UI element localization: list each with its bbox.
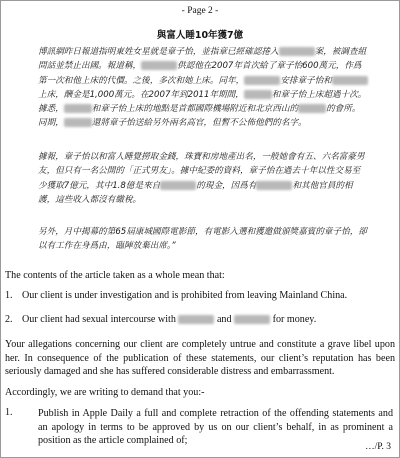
redaction: [332, 76, 368, 85]
demand-number: 1.: [5, 407, 13, 418]
list-item: 2. Our client had sexual intercourse with and for money.: [5, 314, 317, 325]
article-paragraph-3: 另外，月中揭幕的第65屆康城國際電影節，有電影入選和獲邀做頒獎嘉賓的章子怡，卻以有工作在身爲由，臨陣放棄出席。”: [38, 227, 367, 252]
article-title: 與富人睡10年獲7億: [156, 30, 244, 41]
redaction: [279, 47, 315, 56]
page-number: - Page 2 -: [181, 6, 219, 16]
redaction: [256, 181, 292, 190]
redaction: [178, 315, 214, 324]
redaction: [244, 90, 272, 99]
redaction: [64, 104, 92, 113]
redaction: [160, 181, 196, 190]
redaction: [244, 76, 280, 85]
redaction: [298, 104, 326, 113]
article-paragraph-2: 據報，章子怡以和富人睡覺撈取金錢，珠寶和房地產出名，一般她會有五、六名富豪男友，但只有一名公開的「正式男友」。據中紀委的資料，章子怡在過去十年以性交易至少獲取7億元，其中1.8億是來自 的現金，因爲有 和其他官員的相護，這些收入都沒有繳稅。: [38, 152, 365, 205]
redaction: [64, 118, 92, 127]
demand-intro: Accordingly, we are writing to demand that you:-: [5, 387, 205, 398]
redaction: [141, 61, 177, 70]
intro-text: The contents of the article taken as a whole mean that:: [5, 270, 225, 281]
redaction: [234, 315, 270, 324]
demand-text: Publish in Apple Daily a full and complete retraction of the offending statements and an apology in terms to be approved by us on our client’s behalf, in as prominent a position as the article complained of;: [38, 408, 393, 446]
article-paragraph-1: 博訊網昨日報道指明東姓女星就是章子怡，並指章已經確認捲入 案，被調查組問話並禁止出國。報道稱， 供認他在2007年首次給了章子怡600萬元，作爲第一次和他上床的代價。之後，多次和她上床。同年， 安排章子怡和上床，酬金是1,000萬元。在2007年到2011年期間， 和章子怡上床超過十次。據悉， 和章子怡上床的地點是首都國際機場附近和北京西山的 的會所。同期， 還將章子怡送給另外兩名高官，但暫不公佈他們的名字。: [38, 47, 367, 129]
allegation-paragraph: Your allegations concerning our client are completely untrue and constitute a grave libel upon her. In consequence of the publication of these statements, our client’s reputation has been seriously damaged and she has suffered considerable distress and embarrassment.: [5, 339, 395, 377]
list-item: 1. Our client is under investigation and is prohibited from leaving Mainland China.: [5, 290, 348, 301]
continuation-marker: …/P. 3: [365, 442, 391, 452]
